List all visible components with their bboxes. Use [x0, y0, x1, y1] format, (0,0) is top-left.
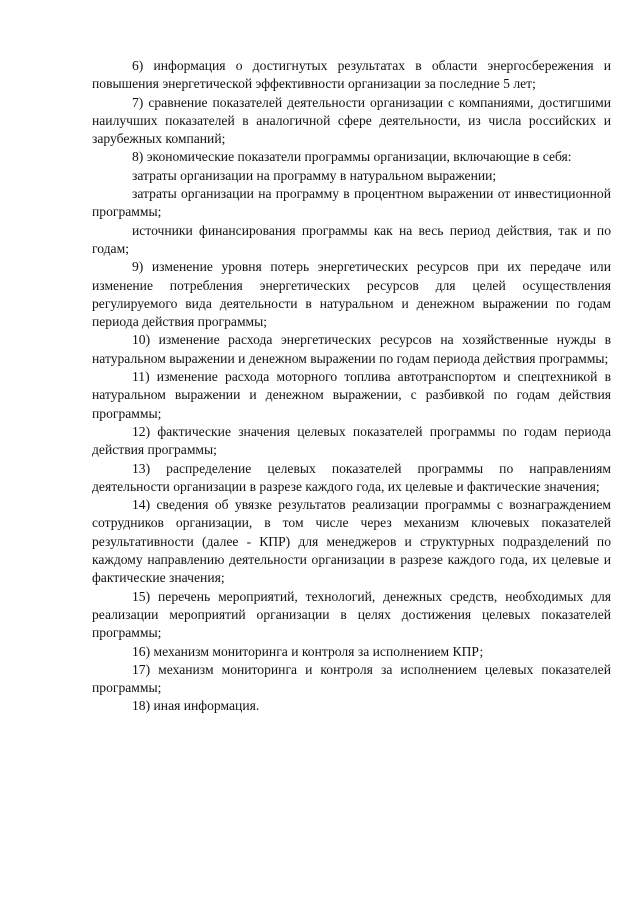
paragraph-item-8-costs-natural: затраты организации на программу в натуральном выражении;: [132, 167, 497, 183]
paragraph-item-11: 11) изменение расхода моторного топлива автотранспортом и спецтехникой в натуральном выражении и денежном выражении, с разбивкой по годам действия программы;: [92, 369, 611, 421]
paragraph-item-8-funding-sources: источники финансирования программы как на весь период действия, так и по годам;: [92, 222, 611, 256]
paragraph-item-14: 14) сведения об увязке результатов реализации программы с вознаграждением сотрудников организации, в том числе через механизм ключевых показателей результативности (далее - КПР) для менеджеров и структурных подразделений по каждому направлению деятельности организации в разрезе каждого года, их целевые и фактические значения;: [92, 497, 611, 586]
paragraph-item-15: 15) перечень мероприятий, технологий, денежных средств, необходимых для реализации мероприятий организации в целях достижения целевых показателей программы;: [92, 588, 611, 641]
paragraph-item-12: 12) фактические значения целевых показателей программы по годам периода действия программы;: [92, 423, 611, 458]
paragraph-item-16: 16) механизм мониторинга и контроля за исполнением КПР;: [132, 643, 484, 659]
paragraph-item-8-costs-percent: затраты организации на программу в процентном выражении от инвестиционной программы;: [92, 186, 611, 220]
document-body: [92, 57, 611, 716]
paragraph-item-7: 7) сравнение показателей деятельности организации с компаниями, достигшими наилучших показателей в аналогичной сфере деятельности, из числа российских и зарубежных компаний;: [92, 94, 611, 147]
paragraph-item-13: 13) распределение целевых показателей программы по направлениям деятельности организации в разрезе каждого года, их целевые и фактические значения;: [92, 460, 611, 494]
paragraph-item-9: 9) изменение уровня потерь энергетических ресурсов при их передаче или изменение потребления энергетических ресурсов для целей осуществления регулируемого вида деятельности в натуральном и денежном выражении по годам периода действия программы;: [92, 259, 611, 330]
paragraph-item-6: 6) информация о достигнутых результатах в области энергосбережения и повышения энергетической эффективности организации за последние 5 лет;: [92, 58, 611, 92]
paragraph-item-10: 10) изменение расхода энергетических ресурсов на хозяйственные нужды в натуральном выражении и денежном выражении по годам периода действия программы;: [92, 332, 611, 366]
paragraph-item-18: 18) иная информация.: [132, 698, 260, 714]
paragraph-item-8: 8) экономические показатели программы организации, включающие в себя:: [132, 149, 572, 165]
paragraph-item-17: 17) механизм мониторинга и контроля за исполнением целевых показателей программы;: [92, 661, 611, 696]
